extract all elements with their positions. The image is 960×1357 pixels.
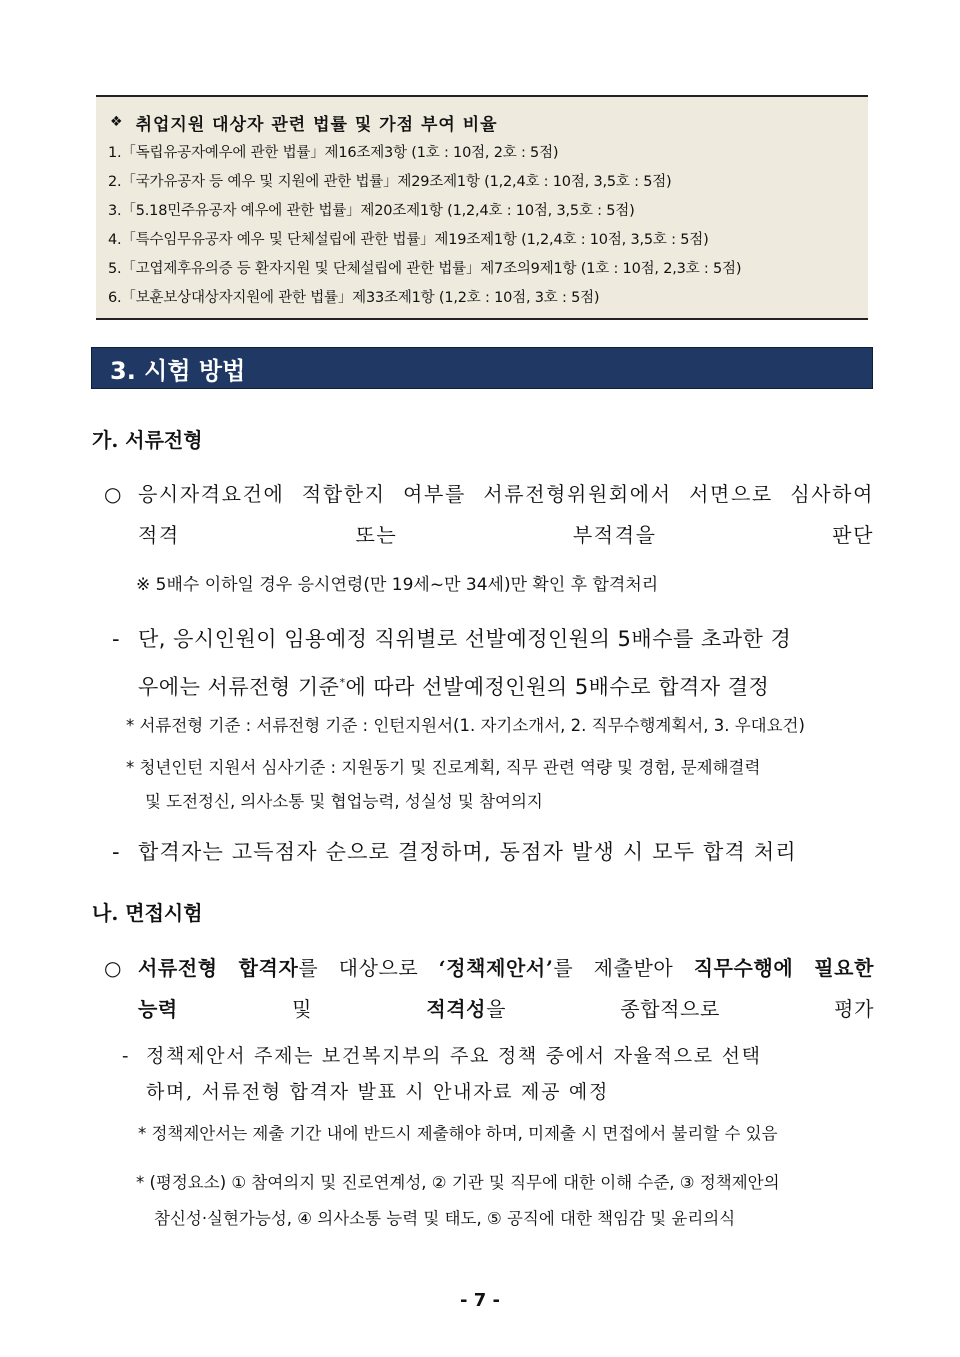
text-line: 하며, 서류전형 합격자 발표 시 안내자료 제공 예정 bbox=[146, 1081, 609, 1103]
dash-bullet: - bbox=[112, 627, 120, 651]
text-segment: 우에는 서류전형 기준 bbox=[138, 675, 340, 699]
heading-document-screening: 가. 서류전형 bbox=[92, 428, 203, 452]
text-line: 합격자는 고득점자 순으로 결정하며, 동점자 발생 시 모두 합격 처리 bbox=[138, 840, 797, 864]
emphasis-text: 적격성 bbox=[426, 997, 487, 1021]
notice-title bbox=[108, 107, 856, 137]
dash-item-over-quota bbox=[112, 617, 870, 709]
list-item: 5.「고엽제후유의증 등 환자지원 및 단체설립에 관한 법률」제7조의9제1항 (1호 : 10점, 2,3호 : 5점) bbox=[108, 261, 742, 277]
footnote-mark: * bbox=[339, 676, 346, 689]
text-segment: 을 종합적으로 평가 bbox=[486, 997, 874, 1021]
emphasis-text: 서류전형 합격자 bbox=[138, 956, 299, 980]
text-segment: 및 bbox=[177, 997, 427, 1021]
reference-note: ※ 5배수 이하일 경우 응시연령(만 19세~만 34세)만 확인 후 합격처리 bbox=[136, 575, 659, 595]
list-item: 2.「국가유공자 등 예우 및 지원에 관한 법률」제29조제1항 (1,2,4호 : 10점, 3,5호 : 5점) bbox=[108, 174, 672, 190]
text-segment: 를 제출받아 bbox=[553, 956, 694, 980]
circle-bullet-icon: ○ bbox=[104, 956, 122, 980]
text-segment: 를 대상으로 bbox=[298, 956, 439, 980]
dash-item-tie-rule bbox=[112, 830, 870, 874]
circle-bullet-icon: ○ bbox=[104, 482, 122, 506]
dash-bullet: - bbox=[112, 840, 120, 864]
footnote: * (평정요소) ① 참여의지 및 진로연계성, ② 기관 및 직무에 대한 이해 수준, ③ 정책제안의 bbox=[136, 1173, 780, 1192]
footnote: * 서류전형 기준 : 서류전형 기준 : 인턴지원서(1. 자기소개서, 2. 직무수행계획서, 3. 우대요건) bbox=[126, 716, 805, 735]
emphasis-text: ‘정책제안서’ bbox=[438, 956, 554, 980]
section-title-bar bbox=[91, 347, 873, 389]
text-segment: 에 따라 선발예정인원의 5배수로 합격자 결정 bbox=[345, 675, 770, 699]
footnote-continuation: 참신성·실현가능성, ④ 의사소통 능력 및 태도, ⑤ 공직에 대한 책임감 및 윤리의식 bbox=[154, 1209, 736, 1228]
list-item: 1.「독립유공자예우에 관한 법률」제16조제3항 (1호 : 10점, 2호 : 5점) bbox=[108, 145, 559, 161]
emphasis-text: 능력 bbox=[138, 997, 178, 1021]
list-item: 3.「5.18민주유공자 예우에 관한 법률」제20조제1항 (1,2,4호 : 10점, 3,5호 : 5점) bbox=[108, 203, 635, 219]
text-line: 단, 응시인원이 임용예정 직위별로 선발예정인원의 5배수를 초과한 경 bbox=[138, 627, 792, 651]
footnote-continuation: 및 도전정신, 의사소통 및 협업능력, 성실성 및 참여의지 bbox=[145, 792, 543, 811]
list-item: 4.「특수임무유공자 예우 및 단체설립에 관한 법률」제19조제1항 (1,2,4호 : 10점, 3,5호 : 5점) bbox=[108, 232, 709, 248]
text-line: 응시자격요건에 적합한지 여부를 서류전형위원회에서 서면으로 심사하여 bbox=[138, 482, 874, 506]
dash-bullet: - bbox=[122, 1045, 129, 1067]
notice-title-text: 취업지원 대상자 관련 법률 및 가점 부여 비율 bbox=[135, 114, 498, 135]
bullet-document-screening bbox=[104, 474, 874, 556]
text-line: 정책제안서 주제는 보건복지부의 주요 정책 중에서 자율적으로 선택 bbox=[146, 1045, 762, 1067]
page-number: - 7 - bbox=[460, 1290, 500, 1311]
footnote: * 정책제안서는 제출 기간 내에 반드시 제출해야 하며, 미제출 시 면접에서 불리할 수 있음 bbox=[138, 1124, 778, 1143]
heading-interview: 나. 면접시험 bbox=[92, 901, 203, 925]
emphasis-text: 직무수행에 필요한 bbox=[693, 956, 874, 980]
list-item: 6.「보훈보상대상자지원에 관한 법률」제33조제1항 (1,2호 : 10점, 3호 : 5점) bbox=[108, 290, 600, 306]
diamond-icon: ❖ bbox=[110, 114, 124, 130]
text-line: 적격 또는 부적격을 판단 bbox=[138, 523, 874, 547]
notice-box bbox=[96, 95, 868, 320]
dash-item-policy-proposal bbox=[122, 1038, 870, 1110]
section-title: 3. 시험 방법 bbox=[110, 356, 246, 385]
bullet-interview bbox=[104, 948, 874, 1030]
footnote: * 청년인턴 지원서 심사기준 : 지원동기 및 진로계획, 직무 관련 역량 및 경험, 문제해결력 bbox=[126, 758, 761, 777]
